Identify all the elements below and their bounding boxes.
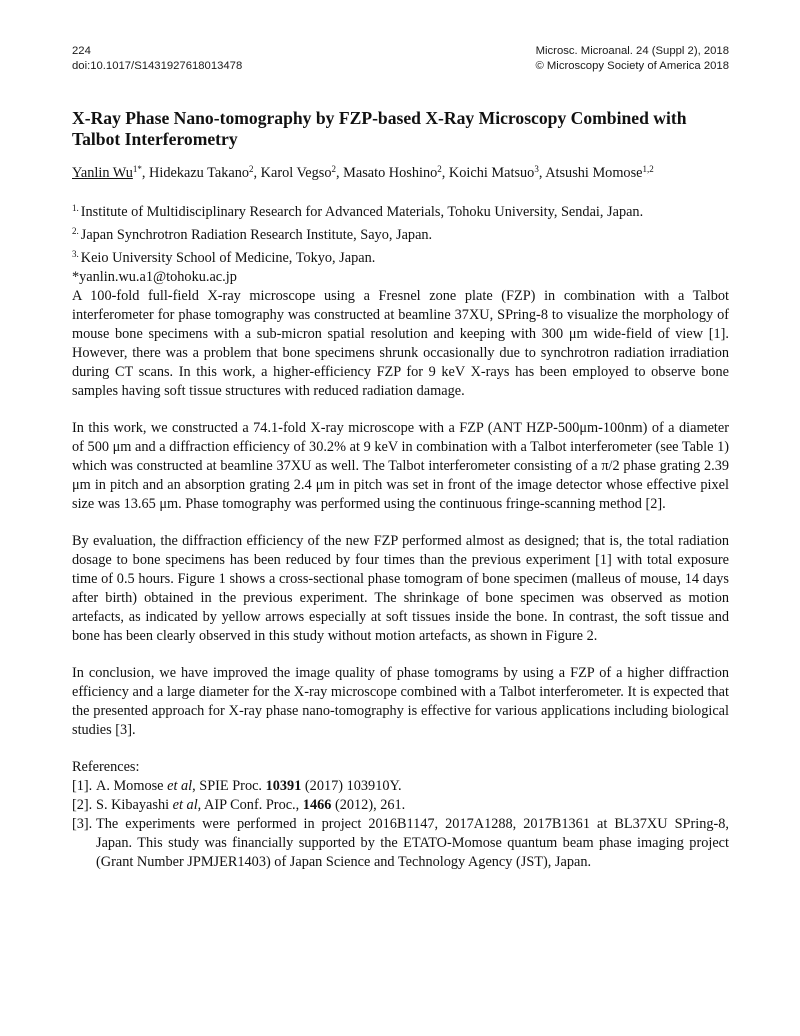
paper-page [72, 44, 729, 872]
author-affil-sup: 3 [534, 164, 539, 174]
affiliation-item: $^{3.}$ Keio University School of Medicine, Tokyo, Japan. [72, 249, 376, 266]
body-paragraph-3: By evaluation, the diffraction efficiency of the new FZP performed almost as designed; that is, the total radiation dosage to bone specimens has been reduced by four times than the previous experiment [1] with total exposure time of 0.5 hours. Figure 1 shows a cross-sectional phase tomogram of bone specimen (malleus of mouse, 14 days after birth) obtained in the previous experiment. The shrinkage of bone specimen was observed as motion artefacts, as indicated by yellow arrows especially at soft tissues inside the bone. In contrast, the soft tissue and bone has been clearly observed in this study without motion artefacts, as shown in Figure 2. [72, 533, 729, 644]
author-affil-sup: 1* [132, 164, 142, 174]
affiliation-item: $^{2.}$ Japan Synchrotron Radiation Research Institute, Sayo, Japan. [72, 226, 433, 243]
references-section [72, 758, 729, 872]
page-number: 224 [72, 45, 91, 57]
author-name: Hidekazu Takano [149, 165, 249, 181]
reference-item: [1]. A. Momose et al, SPIE Proc. 10391 (2017) 103910Y. [72, 778, 402, 794]
body-paragraph-1: A 100-fold full-field X-ray microscope using a Fresnel zone plate (FZP) in combination with a Talbot interferometer for phase tomography was constructed at beamline 37XU, SPring-8 to visualize the morphology of mouse bone specimens with a sub-micron spatial resolution and keeping with 300 μm wide-field of view [1]. However, there was a problem that bone specimens shrunk occasionally due to synchrotron radiation irradiation during CT scans. In this work, a higher-efficiency FZP for 9 keV X-rays has been employed to observe bone samples having soft tissue structures with reduced radiation damage. [72, 288, 729, 399]
affiliation-item: $^{1.}$ Institute of Multidisciplinary Research for Advanced Materials, Tohoku University, Sendai, Japan. [72, 203, 644, 220]
author-name: Karol Vegso [260, 165, 332, 181]
doi: doi:10.1017/S1431927618013478 [72, 60, 243, 72]
author-name: Koichi Matsuo [448, 165, 535, 181]
header-right [535, 44, 729, 74]
author-affil-sup: 1,2 [642, 164, 654, 174]
author-name: Yanlin Wu [72, 165, 133, 181]
reference-number: [2]. [72, 797, 93, 813]
references-heading: References: [72, 759, 140, 775]
author-name: Atsushi Momose [545, 165, 643, 181]
author-list: Yanlin $Wu^{1*}$, Hidekazu Takano$^2$, Karol Vegso$^2$, Masato Hoshino$^2$, Koichi Matsuo$^3$, Atsushi Momose$^{1,2}$ [72, 164, 654, 181]
reference-number: [3]. [72, 816, 93, 832]
reference-item: [3]. The experiments were performed in project 2016B1147, 2017A1288, 2017B1361 at BL37XU SPring-8, Japan. This study was financially supported by the ETATO-Momose quantum beam phase imaging project (Grant Number JPMJER1403) of Japan Science and Technology Agency (JST), Japan. [72, 816, 729, 870]
author-affil-sup: 2 [249, 164, 254, 174]
running-header [72, 44, 729, 74]
author-name: Masato Hoshino [343, 165, 438, 181]
header-left [72, 44, 242, 74]
reference-number: [1]. [72, 778, 93, 794]
title-line-2: Talbot Interferometry [72, 129, 238, 149]
contact-email[interactable]: *yanlin.wu.a1@tohoku.ac.jp [72, 269, 237, 285]
body-paragraph-2: In this work, we constructed a 74.1-fold X-ray microscope with a FZP (ANT HZP-500μm-100nm) of a diameter of 500 μm and a diffraction efficiency of 30.2% at 9 keV in combination with a Talbot interferometer (see Table 1) which was constructed at beamline 37XU as well. The Talbot interferometer consisting of a π/2 phase grating 2.39 μm in pitch and an absorption grating 2.4 μm in pitch was set in front of the image detector whose effective pixel size was 13.65 μm. Phase tomography was performed using the continuous fringe-scanning method [2]. [72, 420, 729, 512]
title-line-1: X-Ray Phase Nano-tomography by FZP-based X-Ray Microscopy Combined with [72, 108, 687, 128]
author-affil-sup: 2 [331, 164, 336, 174]
affiliation-list [72, 199, 729, 287]
body-paragraph-4: In conclusion, we have improved the image quality of phase tomograms by using a FZP of a higher diffraction efficiency and a large diameter for the X-ray microscope combined with a Talbot interferometer. It is expected that the presented approach for X-ray phase nano-tomography is effective for various applications including biological studies [3]. [72, 665, 729, 738]
author-affil-sup: 2 [437, 164, 442, 174]
journal-citation: Microsc. Microanal. 24 (Suppl 2), 2018 [535, 45, 729, 57]
copyright-notice: © Microscopy Society of America 2018 [535, 60, 729, 72]
reference-item: [2]. S. Kibayashi et al, AIP Conf. Proc., 1466 (2012), 261. [72, 797, 406, 813]
paper-title [72, 108, 729, 150]
